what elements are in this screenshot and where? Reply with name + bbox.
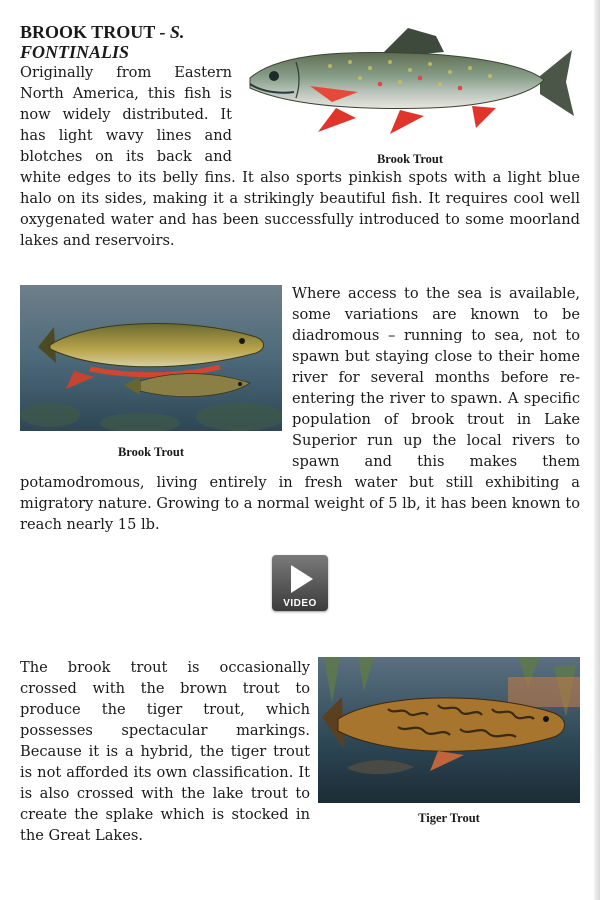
play-icon: [291, 565, 313, 593]
title-scientific-name: S. FONTINALIS: [20, 22, 185, 62]
brook-trout-illustration-figure: [240, 22, 580, 167]
brook-trout-illustration: [240, 22, 580, 144]
title-common-name: BROOK TROUT -: [20, 22, 170, 42]
section-brook-trout-intro: [20, 22, 580, 251]
video-section: [20, 535, 580, 639]
tiger-trout-photo: [318, 657, 580, 803]
video-play-button[interactable]: [272, 555, 328, 611]
page-edge: [594, 0, 600, 900]
figure-caption-brook-trout-1: Brook Trout: [376, 152, 444, 166]
section-hybrids: [20, 657, 580, 846]
section-migration: [20, 283, 580, 535]
article-page: [20, 22, 580, 846]
figure-caption-tiger-trout: Tiger Trout: [418, 811, 480, 825]
paragraph-migration: Where access to the sea is available, some variations are known to be diadromous – running to sea, not to spawn but staying close to their home river for several months before re-entering the river to spawn. A specific population of brook trout in Lake Superior run up the local rivers to spawn and this makes them potamodromous, living entirely in fresh water but still exhibiting a migratory nature. Growing to a normal weight of 5 lb, it has been known to reach nearly 15 lb.: [20, 285, 580, 533]
video-button-label: VIDEO: [283, 598, 317, 609]
paragraph-intro: Originally from Eastern North America, this fish is now widely distributed. It has light wavy lines and blotches on its back and white edges to its belly fins. It also sports pinkish spots with a light blue halo on its sides, making it a strikingly beautiful fish. It requires cool well oxygenated water and has been successfully introduced to some moorland lakes and reservoirs.: [20, 64, 580, 249]
brook-trout-photo: [20, 285, 282, 431]
brook-trout-photo-figure: [20, 285, 282, 460]
tiger-trout-photo-figure: [318, 657, 580, 826]
figure-caption-brook-trout-2: Brook Trout: [117, 445, 185, 459]
paragraph-hybrids: The brook trout is occasionally crossed with the brown trout to produce the tiger trout, which possesses spectacular markings. Because it is a hybrid, the tiger trout is not afforded its own classification. It is also crossed with the lake trout to create the splake which is stocked in the Great Lakes.: [20, 659, 310, 844]
